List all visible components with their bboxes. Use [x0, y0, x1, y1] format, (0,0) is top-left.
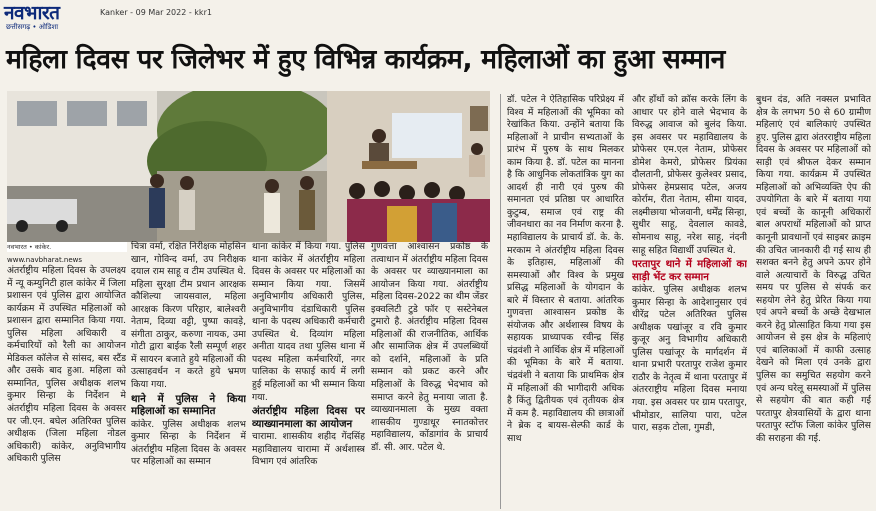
col6-text-1: और हाँथों को क्रॉस करके लिंग के आधार पर होने वाले भेदभाव के विरुद्ध आवाज को बुलंद किया. इस अवसर पर महाविद्यालय के प्रोफेसर एम.एल नेताम, प्रोफेसर डोमेश केमरो, प्रोफेसर प्रियंका दौलतानी, प्रोफेसर कुलेश्वर प्रसाद, प्रोफेसर हेमप्रसाद पटेल, अजय कोर्राम, रीता नेताम, सीमा यादव, लक्ष्मीछाया भोजवानी, धर्मेंद्र सिन्हा, सुधीर साहू, देवलाल कावडे, सोमनाथ साहू, नरेश साहू, नंदनी साहू सहित विद्यार्थी उपस्थित थे. [632, 94, 747, 256]
event-photo-illustration [7, 91, 490, 242]
col3-text-2: चारामा. शासकीय शहीद गेंदसिंह महाविद्यालय चारामा में अर्थशास्त्र विभाग एवं आंतरिक [252, 431, 365, 468]
col4-text: गुणवत्ता आश्वासन प्रकोष्ठ के तत्वाधान में अंतर्राष्ट्रीय महिला दिवस के अवसर पर व्याख्यानमाला का आयोजन किया गया. अंतर्राष्ट्रीय महिला दिवस-2022 का थीम जेंडर इक्वलिटी टुडे फॉर ए सस्टेनेबल टुमारो है. अंतर्राष्ट्रीय महिला दिवस महिलाओं की राजनीतिक, आर्थिक और सामाजिक क्षेत्र में उपलब्धियों को दर्शाने, महिलाओं के प्रति सम्मान को प्रकट करने और महिलाओं के विरुद्ध भेदभाव को समाप्त करने हेतु मनाया जाता है. व्याख्यानमाला के मुख्य वक्ता शासकीय गुण्डाधूर स्नातकोत्तर महाविद्यालय, कोंडागांव के प्राचार्य डॉ. सी. आर. पटेल थे. [371, 241, 488, 453]
col2-text-2: कांकेर. पुलिस अधीक्षक शलभ कुमार सिन्हा के निर्देशन में अंतर्राष्ट्रीय महिला दिवस के अवसर पर महिलाओं का सम्मान [131, 418, 246, 468]
article-col-5 [507, 94, 624, 511]
column-divider [500, 94, 501, 509]
newspaper-logo: नवभारत [4, 2, 60, 24]
website-link: www.navbharat.news [7, 256, 83, 264]
article-col-1 [7, 255, 126, 511]
article-col-6 [632, 94, 747, 511]
photo-caption: नवभारत • कांकेर. [7, 242, 127, 252]
col7-text: बुधन दंड, अति नक्सल प्रभावित क्षेत्र के लगभग 50 से 60 ग्रामीण महिलाएं एवं बालिकाएं उपस्थित हुए. पुलिस द्वारा अंतरराष्ट्रीय महिला दिवस के अवसर पर महिलाओं को साड़ी एवं श्रीफल देकर सम्मान किया गया. कार्यक्रम में उपस्थित महिलाओं को अभिव्यक्ति ऐप की उपयोगिता के बारे में बताया गया एवं बच्चों के कानूनी अधिकारों बाल अपराधों महिलाओं को प्राप्त कानूनी प्रावधानों एवं साइबर क्राइम की उचित जानकारी दी गई साथ ही सशक्त बनने हेतु अपने ऊपर होने वाले अत्याचारों के विरुद्ध उचित समय पर पुलिस से संपर्क कर सहयोग लेने हेतु प्रेरित किया गया एवं अपने बच्चों के अच्छे देखभाल करने हेतु प्रोत्साहित किया गया इस आयोजन से इस क्षेत्र के महिलाएं एवं बालिकाओं में काफी उत्साह देखने को मिला एवं उनके द्वारा पुलिस का समुचित सहयोग करने एवं अन्य घरेलू समस्याओं में पुलिस से सहयोग की बात कही गई परतापुर क्षेत्रवासियों के द्वारा थाना परतापुर स्टॉफ जिला कांकेर पुलिस की सराहना की गई. [756, 94, 871, 444]
article-col-7 [756, 94, 871, 511]
edition-label: छत्तीसगढ़ • ओडिशा [6, 23, 59, 31]
col6-text-2: कांकेर. पुलिस अधीक्षक शलभ कुमार सिन्हा के आदेशानुसार एवं धीरेंद्र पटेल अतिरिक्त पुलिस अधीक्षक पखांजूर व रवि कुमार कुजूर अनु विभागीय अधिकारी पुलिस पखांजूर के मार्गदर्शन में थाना प्रभारी परतापुर राजेश कुमार राठौर के नेतृत्व में थाना परतापुर में अंतरराष्ट्रीय महिला दिवस मनाया गया. इस अवसर पर ग्राम परतापुर, भीमोडार, सालिया पारा, पटेल पारा, सड़क टोला, गुमडी, [632, 284, 747, 434]
article-col-4 [371, 241, 488, 511]
col1-text: अंतर्राष्ट्रीय महिला दिवस के उपलक्ष्य में न्यू कम्युनिटी हाल कांकेर में जिला प्रशासन एवं पुलिस द्वारा आयोजित कार्यक्रम में उपस्थित महिलाओं को प्रशासन द्वारा सम्मानित किया गया. पुलिस महिला अधिकारी व कर्मचारियों को रैली का आयोजन मेडिकल कॉलेज से सांसद, बस स्टैंड और उसके बाद हुआ. महिला को सम्मानित, पुलिस अधीक्षक शलभ कुमार सिन्हा के निर्देशन मे अंतर्राष्ट्रीय महिला दिवस के अवसर पर जी.एन. बघेल अतिरिक्त पुलिस अधीक्षक (जिला महिला नोडल अधिकारी) कांकेर, अनुविभागीय अधिकारी पुलिस [7, 265, 126, 465]
article-col-3 [252, 241, 365, 511]
headline: महिला दिवस पर जिलेभर में हुए विभिन्न कार्यक्रम, महिलाओं का हुआ सम्मान [6, 44, 725, 75]
event-photo [7, 91, 490, 242]
col5-text: डॉ. पटेल ने ऐतिहासिक परिप्रेक्ष्य में विश्व में महिलाओं की भूमिका को रेखांकित किया. उन्होंने बताया कि महिलाओं ने प्राचीन सभ्यताओं के प्रारंभ में पुरुष के साथ मिलकर काम किया है. डॉ. पटेल का मानना है कि आधुनिक लोकतांत्रिक युग का आदर्श ही नारी एवं पुरुष की समानता एवं प्रतिष्ठा पर आधारित कुटुम्ब, समाज एवं राष्ट्र की जीवनधारा का नव निर्माण करना है. महाविद्यालय के प्राचार्य डॉ. के. के. मरकाम ने अंतर्राष्ट्रीय महिला दिवस के इतिहास, महिलाओं की समस्याओं और विश्व के प्रमुख प्रसिद्ध महिलाओं के योगदान के बारे में विस्तार से बताया. आंतरिक गुणवत्ता आश्वासन प्रकोष्ठ के संयोजक और अर्थशास्त्र विषय के सहायक प्राध्यापक रवीन्द्र सिंह चंद्रवंशी ने आर्थिक क्षेत्र में महिलाओं की भूमिका के बारे में बताया. चंद्रवंशी ने बताया कि प्राथमिक क्षेत्र में महिलाओं की भागीदारी अधिक है किंतु द्वितीयक एवं तृतीयक क्षेत्र में कम है. महाविद्यालय की छात्राओं ने ब्रेक द बायस-सेल्फी कार्ड के साथ [507, 94, 624, 444]
col3-subhead: अंतर्राष्ट्रीय महिला दिवस पर व्याख्यानमाला का आयोजन [252, 406, 365, 430]
col2-subhead: थाने में पुलिस ने किया महिलाओं का सम्मानित [131, 393, 246, 418]
article-col-2 [131, 241, 246, 511]
dateline: Kanker - 09 Mar 2022 - kkr1 [100, 8, 212, 17]
masthead [4, 3, 264, 33]
col6-subhead: परतापुर थाने में महिलाओं का साड़ी भेंट कर सम्मान [632, 259, 747, 283]
col3-text-1: थाना कांकेर में किया गया. पुलिस थाना कांकेर में अंतर्राष्ट्रीय महिला दिवस के अवसर पर महिलाओं का सम्मान किया गया. जिसमें अनुविभागीय अधिकारी पुलिस, अनुविभागीय दंडाधिकारी पुलिस थाना के पदस्थ अधिकारी कर्मचारी उपस्थित थे. दिव्यांग महिला अनीता यादव तथा पुलिस थाना में पदस्थ महिला कर्मचारियों, नगर पालिका के सफाई कार्य में लगी हुई महिलाओं का भी सम्मान किया गया. [252, 241, 365, 403]
col2-text-1: चित्रा वर्मा, रक्षित निरीक्षक मोहसिन खान, गोविन्द वर्मा, उप निरीक्षक दयाल राम साहू व टीम उपस्थित थे. महिला सुरक्षा टीम प्रधान आरक्षक कौशिल्या जायसवाल, महिला आरक्षक किरण परिहार, बालेश्वरी नेताम, दिव्या वट्टी, पुष्पा कावड़े, संगीता ठाकुर, करुणा नायक, उमा गोटी द्वारा बाईक रैली सम्पूर्ण शहर में सायरन बजाते हुये महिलाओं की उत्साहवर्धन न करते हुये भ्रमण किया गया. [131, 241, 246, 391]
